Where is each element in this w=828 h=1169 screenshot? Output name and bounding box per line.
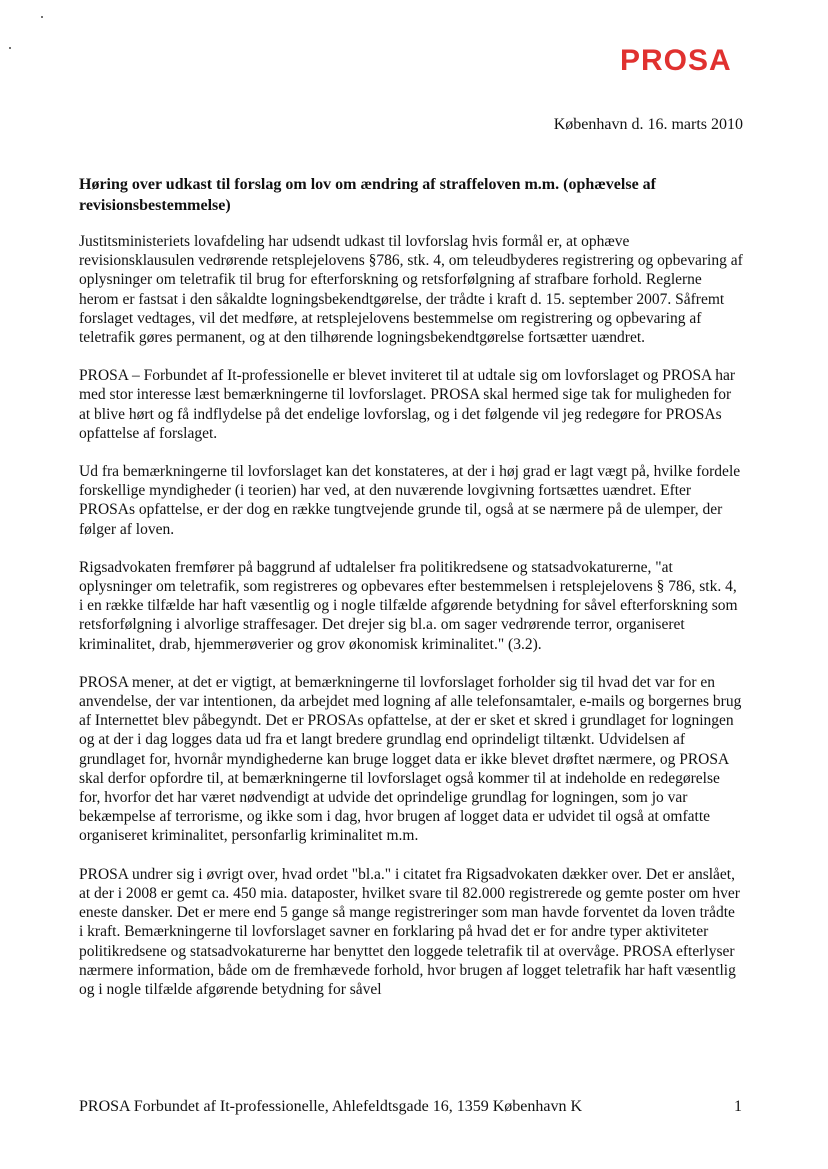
document-title: Høring over udkast til forslag om lov om ændring af straffeloven m.m. (ophævelse af revisionsbestemmelse): [79, 176, 656, 214]
paragraph: Justitsministeriets lovafdeling har udsendt udkast til lovforslag hvis formål er, at ophæve revisionsklausulen vedrørende retsplejelovens §786, stk. 4, om teleudbyderes registrering og opbevaring af oplysninger om teletrafik til brug for efterforskning og retsforfølgning af strafbare forhold. Reglerne herom er fastsat i den såkaldte logningsbekendtgørelse, der trådte i kraft d. 15. september 2007. Såfremt forslaget vedtages, vil det medføre, at retsplejelovens bestemmelse om registrering og opbevaring af teletrafik gøres permanent, og at den tilhørende logningsbekendtgørelse fortsætter uændret.: [79, 233, 743, 347]
paragraph: PROSA – Forbundet af It-professionelle er blevet inviteret til at udtale sig om lovforslaget og PROSA har med stor interesse læst bemærkningerne til lovforslaget. PROSA skal hermed sige tak for muligheden for at blive hørt og få indflydelse på det endelige lovforslag, og i det følgende vil jeg redegøre for PROSAs opfattelse af forslaget.: [79, 367, 736, 442]
prosa-logo: PROSA: [620, 44, 732, 77]
scan-speck: [9, 47, 11, 49]
paragraph: PROSA mener, at det er vigtigt, at bemærkningerne til lovforslaget forholder sig til hvad det var for en anvendelse, der var intentionen, da arbejdet med logning af alle telefonsamtaler, e-mails og borgernes brug af Internettet blev påbegyndt. Det er PROSAs opfattelse, at der er sket et skred i grundlaget for logningen og at der i dag logges data ud fra et langt bredere grundlag end oprindeligt tiltænkt. Udvidelsen af grundlaget for, hvornår myndighederne kan bruge logget data er ikke blevet drøftet nærmere, og PROSA skal derfor opfordre til, at bemærkningerne til lovforslaget også kommer til at indeholde en redegørelse for, hvorfor det har været nødvendigt at udvide det oprindelige grundlag for logningen, som jo var bekæmpelse af terrorisme, og ikke som i dag, hvor brugen af logget data er udvidet til også at omfatte organiseret kriminalitet, personfarlig kriminalitet m.m.: [79, 673, 742, 845]
paragraph: Ud fra bemærkningerne til lovforslaget kan det konstateres, at der i høj grad er lagt vægt på, hvilke fordele forskellige myndigheder (i teorien) har ved, at den nuværende lovgivning fortsættes uændret. Efter PROSAs opfattelse, er der dog en række tungtvejende grunde til, også at se nærmere på de ulemper, der følger af loven.: [79, 463, 741, 538]
page-number: 1: [734, 1098, 742, 1115]
paragraph: Rigsadvokaten fremfører på baggrund af udtalelser fra politikredsene og statsadvokaturerne, "at oplysninger om teletrafik, som registreres og opbevares efter bestemmelsen i retsplejelovens § 786, stk. 4, i en række tilfælde har haft væsentlig og i nogle tilfælde afgørende betydning for såvel efterforskning som retsforfølgning i alvorlige straffesager. Det drejer sig bl.a. om sager vedrørende terror, organiseret kriminalitet, drab, hjemmerøverier og grov økonomisk kriminalitet." (3.2).: [79, 558, 738, 653]
dateline: København d. 16. marts 2010: [553, 116, 743, 133]
paragraph: PROSA undrer sig i øvrigt over, hvad ordet "bl.a." i citatet fra Rigsadvokaten dækker over. Det er anslået, at der i 2008 er gemt ca. 450 mia. dataposter, hvilket svare til 82.000 registrerede og gemte poster om hver eneste dansker. Det er mere end 5 gange så mange registreringer som man havde forventet da loven trådte i kraft. Bemærkningerne til lovforslaget savner en forklaring på hvad det er for andre typer aktiviteter politikredsene og statsadvokaturerne har benyttet den loggede teletrafik til at overvåge. PROSA efterlyser nærmere information, både om de fremhævede forhold, hvor brugen af logget teletrafik har haft væsentlig og i nogle tilfælde afgørende betydning for såvel: [79, 865, 740, 998]
scan-speck: [41, 16, 43, 18]
page-footer: [79, 1098, 742, 1116]
document-body: [79, 232, 743, 1018]
footer-address: PROSA Forbundet af It-professionelle, Ahlefeldtsgade 16, 1359 København K: [79, 1098, 583, 1115]
